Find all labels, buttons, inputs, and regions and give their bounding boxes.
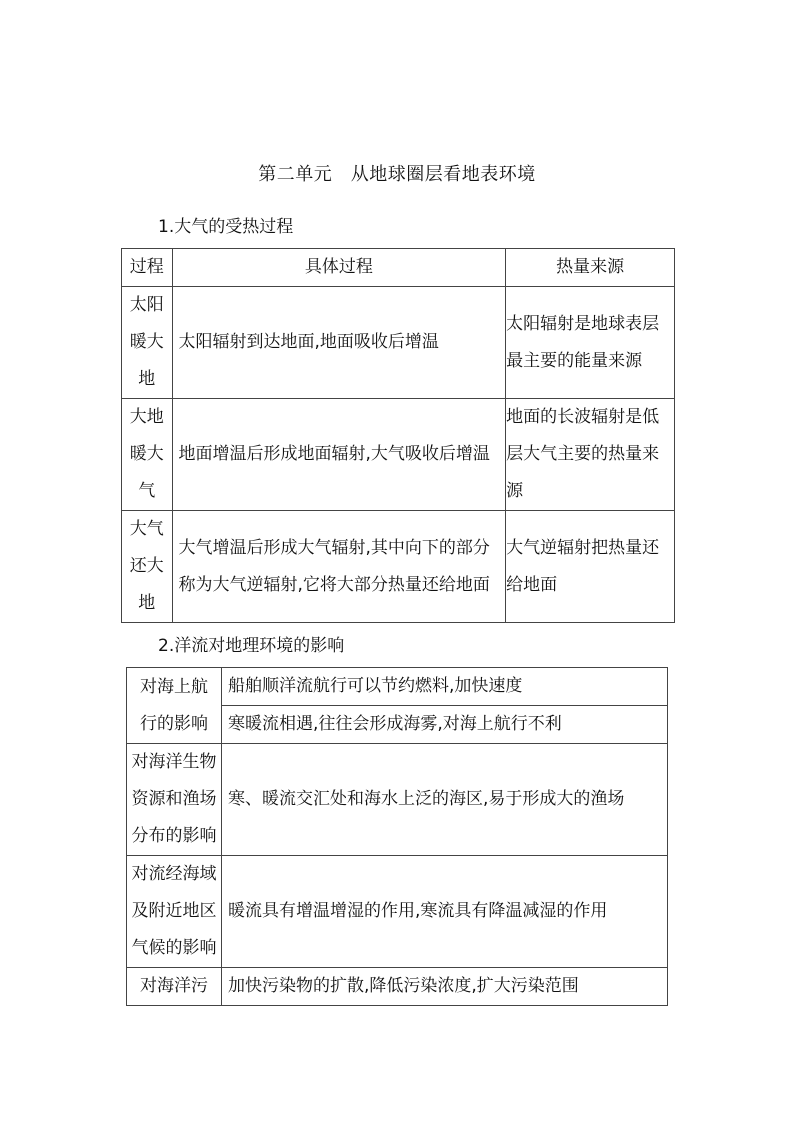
table-header-row bbox=[122, 249, 675, 287]
impact-detail-cell: 船舶顺洋流航行可以节约燃料,加快速度 bbox=[222, 668, 668, 706]
impact-detail-cell: 加快污染物的扩散,降低污染浓度,扩大污染范围 bbox=[222, 968, 668, 1006]
table-row bbox=[127, 968, 668, 1006]
label-line: 对流经海域 bbox=[131, 864, 217, 884]
process-cell bbox=[122, 399, 173, 511]
impact-label-cell bbox=[127, 856, 222, 968]
process-line: 大地 bbox=[129, 407, 164, 427]
table-row bbox=[122, 287, 675, 399]
detail-cell: 太阳辐射到达地面,地面吸收后增温 bbox=[172, 287, 506, 399]
impact-label-cell bbox=[127, 968, 222, 1006]
process-cell bbox=[122, 287, 173, 399]
process-line: 大气 bbox=[129, 519, 164, 539]
atmosphere-heating-table bbox=[121, 248, 675, 623]
process-line: 气 bbox=[138, 481, 156, 501]
process-line: 地 bbox=[138, 369, 156, 389]
table-row bbox=[127, 856, 668, 968]
label-line: 行的影响 bbox=[140, 713, 208, 734]
label-line: 及附近地区 bbox=[131, 901, 217, 921]
table-row bbox=[127, 668, 668, 706]
section-heading-atmosphere-heating: 1.大气的受热过程 bbox=[158, 217, 294, 237]
label-line: 气候的影响 bbox=[131, 938, 217, 958]
process-cell bbox=[122, 511, 173, 623]
table-row bbox=[122, 511, 675, 623]
impact-label-cell bbox=[127, 668, 222, 744]
label-line: 对海洋污 bbox=[140, 976, 208, 996]
table-row bbox=[127, 744, 668, 856]
impact-label-cell bbox=[127, 744, 222, 856]
label-line: 对海上航 bbox=[140, 676, 208, 697]
header-process: 过程 bbox=[122, 249, 173, 287]
process-line: 还大 bbox=[129, 556, 164, 576]
label-line: 分布的影响 bbox=[131, 826, 217, 846]
section-heading-ocean-currents: 2.洋流对地理环境的影响 bbox=[158, 636, 345, 656]
table-row bbox=[122, 399, 675, 511]
source-cell: 地面的长波辐射是低层大气主要的热量来源 bbox=[506, 399, 675, 511]
impact-detail-cell: 寒暖流相遇,往往会形成海雾,对海上航行不利 bbox=[222, 706, 668, 744]
process-line: 暖大 bbox=[129, 332, 164, 352]
header-source: 热量来源 bbox=[506, 249, 675, 287]
ocean-current-impact-table bbox=[126, 667, 668, 1006]
process-line: 太阳 bbox=[129, 295, 164, 315]
label-line: 资源和渔场 bbox=[131, 789, 217, 809]
page-title: 第二单元 从地球圈层看地表环境 bbox=[258, 164, 536, 185]
detail-cell: 地面增温后形成地面辐射,大气吸收后增温 bbox=[172, 399, 506, 511]
source-cell: 大气逆辐射把热量还给地面 bbox=[506, 511, 675, 623]
impact-detail-cell: 暖流具有增温增湿的作用,寒流具有降温减湿的作用 bbox=[222, 856, 668, 968]
process-line: 暖大 bbox=[129, 444, 164, 464]
header-detail: 具体过程 bbox=[172, 249, 506, 287]
source-cell: 太阳辐射是地球表层最主要的能量来源 bbox=[506, 287, 675, 399]
detail-cell: 大气增温后形成大气辐射,其中向下的部分称为大气逆辐射,它将大部分热量还给地面 bbox=[172, 511, 506, 623]
impact-detail-cell: 寒、暖流交汇处和海水上泛的海区,易于形成大的渔场 bbox=[222, 744, 668, 856]
process-line: 地 bbox=[138, 593, 156, 613]
label-line: 对海洋生物 bbox=[131, 752, 217, 772]
